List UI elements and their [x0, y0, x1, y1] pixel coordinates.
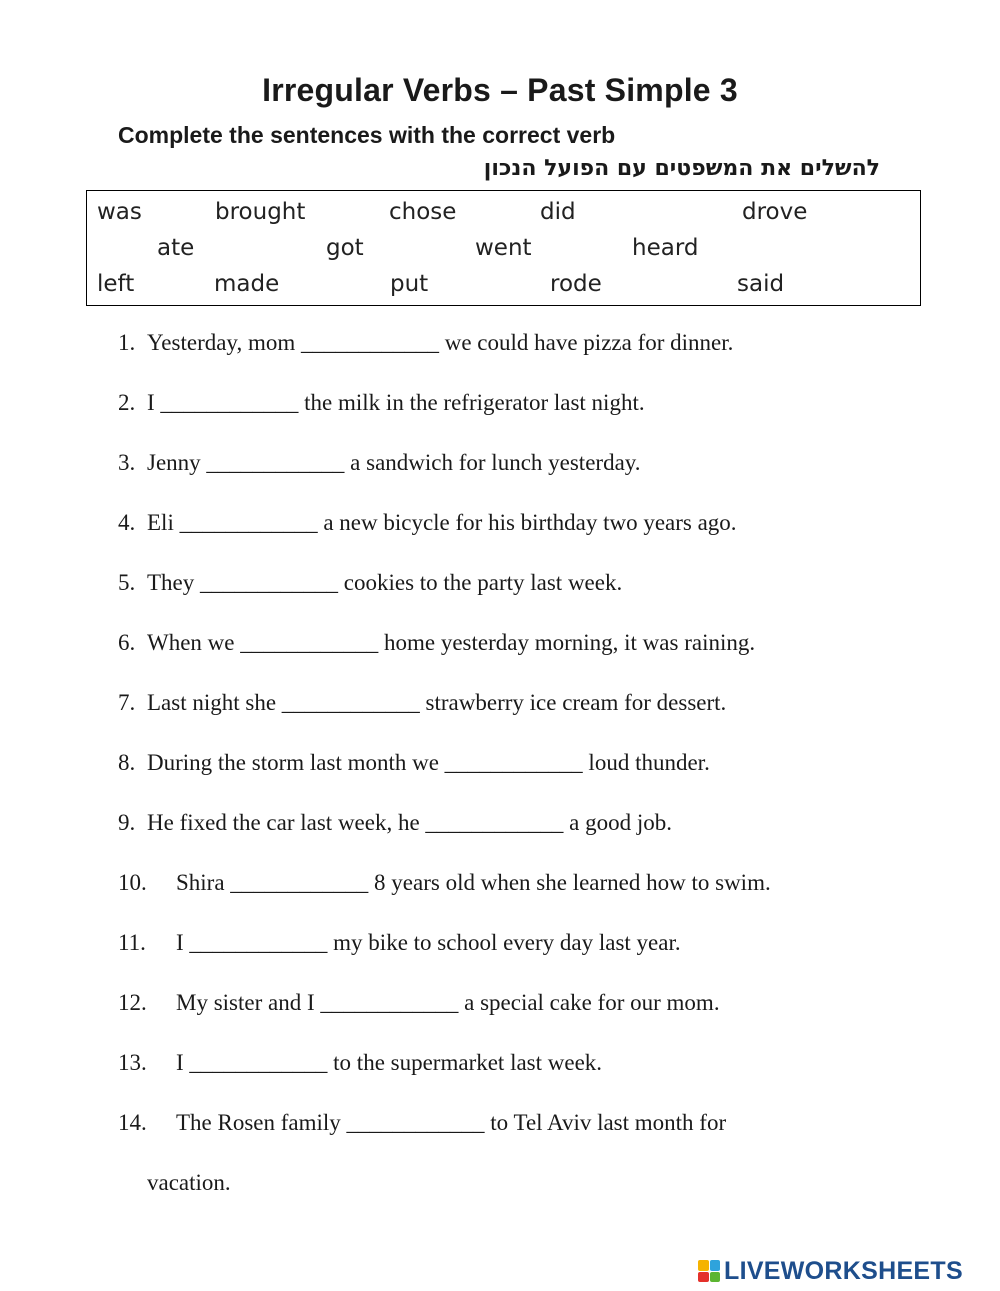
question-text: Jenny ____________ a sandwich for lunch yesterday. — [147, 450, 641, 475]
word-bank-item: got — [326, 235, 364, 261]
question-text: When we ____________ home yesterday morning, it was raining. — [147, 630, 756, 655]
question-number: 1. — [118, 330, 136, 355]
question-number: 4. — [118, 510, 136, 535]
question-number: 6. — [118, 630, 136, 655]
word-bank-item: left — [97, 271, 135, 297]
word-bank-item: went — [475, 235, 532, 261]
word-bank-item: said — [737, 271, 785, 297]
word-bank-item: put — [390, 271, 429, 297]
word-bank-item: ate — [157, 235, 195, 261]
instruction-hebrew: להשלים את המשפטים עם הפועל הנכון — [483, 156, 880, 181]
question-text: They ____________ cookies to the party last week. — [147, 570, 623, 595]
question-text: vacation. — [147, 1170, 231, 1195]
question-number: 5. — [118, 570, 136, 595]
question-number: 14. — [118, 1110, 147, 1135]
question-number: 8. — [118, 750, 136, 775]
question-number: 3. — [118, 450, 136, 475]
word-bank-item: chose — [389, 199, 457, 225]
logo-text: LIVEWORKSHEETS — [724, 1256, 963, 1285]
question-text: Shira ____________ 8 years old when she learned how to swim. — [176, 870, 771, 895]
word-bank-item: made — [214, 271, 280, 297]
word-bank-item: rode — [550, 271, 602, 297]
word-bank-item: heard — [632, 235, 699, 261]
page-title: Irregular Verbs – Past Simple 3 — [262, 72, 738, 108]
question-number: 7. — [118, 690, 136, 715]
word-bank-item: was — [97, 199, 142, 225]
question-number: 13. — [118, 1050, 147, 1075]
instruction-english: Complete the sentences with the correct verb — [118, 122, 616, 148]
liveworksheets-logo — [698, 1257, 963, 1285]
question-text: My sister and I ____________ a special cake for our mom. — [176, 990, 720, 1015]
question-text: He fixed the car last week, he ____________ a good job. — [147, 810, 673, 835]
question-number: 11. — [118, 930, 146, 955]
question-text: Last night she ____________ strawberry ice cream for dessert. — [147, 690, 727, 715]
question-number: 10. — [118, 870, 147, 895]
word-bank — [86, 190, 921, 306]
question-text: I ____________ the milk in the refrigerator last night. — [147, 390, 645, 415]
question-text: The Rosen family ____________ to Tel Aviv last month for — [176, 1110, 727, 1135]
word-bank-item: drove — [742, 199, 808, 225]
word-bank-item: brought — [215, 199, 306, 225]
question-text: I ____________ to the supermarket last week. — [176, 1050, 603, 1075]
question-text: Eli ____________ a new bicycle for his birthday two years ago. — [147, 510, 737, 535]
question-number: 12. — [118, 990, 147, 1015]
question-text: Yesterday, mom ____________ we could have pizza for dinner. — [147, 330, 734, 355]
word-bank-item: did — [540, 199, 576, 225]
question-number: 2. — [118, 390, 136, 415]
question-text: During the storm last month we ____________ loud thunder. — [147, 750, 710, 775]
question-number: 9. — [118, 810, 136, 835]
liveworksheets-logo-icon — [698, 1260, 720, 1282]
question-text: I ____________ my bike to school every day last year. — [176, 930, 681, 955]
